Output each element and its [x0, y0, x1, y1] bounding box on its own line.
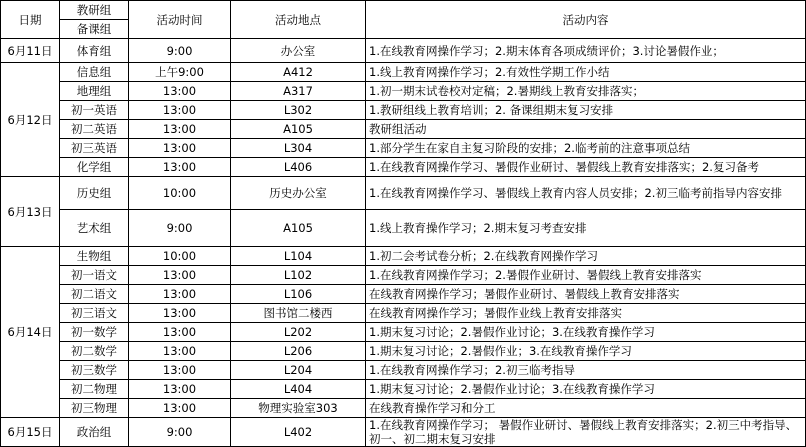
table-row	[1, 158, 806, 177]
header-place: 活动地点	[231, 1, 366, 39]
group-cell: 体育组	[60, 39, 129, 63]
time-cell: 10:00	[129, 247, 231, 266]
time-cell: 13:00	[129, 361, 231, 380]
time-cell: 13:00	[129, 323, 231, 342]
place-cell: A105	[231, 120, 366, 139]
time-cell: 13:00	[129, 285, 231, 304]
table-row	[1, 247, 806, 266]
header-time: 活动时间	[129, 1, 231, 39]
content-cell: 1.期末复习讨论；2.暑假作业；3.在线教育操作学习	[366, 342, 806, 361]
place-cell: L406	[231, 158, 366, 177]
table-row	[1, 380, 806, 399]
content-cell: 1.在线教育网操作学习、暑假线上教育内容人员安排；2.初三临考前指导内容安排	[366, 177, 806, 210]
time-cell: 9:00	[129, 210, 231, 247]
place-cell: A412	[231, 63, 366, 82]
content-cell: 1.线上教育网操作学习；2.有效性学期工作小结	[366, 63, 806, 82]
group-cell: 初二数学	[60, 342, 129, 361]
group-cell: 初三数学	[60, 361, 129, 380]
table-row	[1, 120, 806, 139]
content-cell: 1.在线教育网操作学习；2.暑假作业研讨、暑假线上教育安排落实	[366, 266, 806, 285]
table-row	[1, 361, 806, 380]
group-cell: 初三语文	[60, 304, 129, 323]
content-cell: 1.在线教育网操作学习；2.期末体育各项成绩评价；3.讨论暑假作业；	[366, 39, 806, 63]
group-cell: 地理组	[60, 82, 129, 101]
header-content: 活动内容	[366, 1, 806, 39]
content-cell: 1.在线教育网操作学习；2.初三临考指导	[366, 361, 806, 380]
content-cell: 在线教育网操作学习；暑假作业线上教育安排落实	[366, 304, 806, 323]
group-cell: 艺术组	[60, 210, 129, 247]
table-row	[1, 399, 806, 418]
table-row	[1, 210, 806, 247]
table-row	[1, 63, 806, 82]
place-cell: L304	[231, 139, 366, 158]
time-cell: 10:00	[129, 177, 231, 210]
date-cell: 6月12日	[1, 63, 60, 177]
content-cell: 1.初二会考试卷分析；2.在线教育网操作学习	[366, 247, 806, 266]
place-cell: A317	[231, 82, 366, 101]
time-cell: 13:00	[129, 342, 231, 361]
content-cell: 1.线上教育操作学习；2.期末复习考查安排	[366, 210, 806, 247]
place-cell: L206	[231, 342, 366, 361]
table-row	[1, 177, 806, 210]
group-cell: 初二语文	[60, 285, 129, 304]
table-row	[1, 139, 806, 158]
place-cell: L402	[231, 418, 366, 447]
content-cell: 1.期末复习讨论；2.暑假作业讨论；3.在线教育操作学习	[366, 380, 806, 399]
place-cell: 图书馆二楼西	[231, 304, 366, 323]
table-row	[1, 342, 806, 361]
time-cell: 13:00	[129, 266, 231, 285]
time-cell: 9:00	[129, 39, 231, 63]
content-cell: 1.在线教育网操作学习、暑假作业研讨、暑假线上教育安排落实；2.复习备考	[366, 158, 806, 177]
table-row	[1, 101, 806, 120]
date-cell: 6月11日	[1, 39, 60, 63]
time-cell: 9:00	[129, 418, 231, 447]
header-group-top: 教研组	[60, 1, 129, 20]
place-cell: L202	[231, 323, 366, 342]
group-cell: 历史组	[60, 177, 129, 210]
date-cell: 6月15日	[1, 418, 60, 447]
time-cell: 13:00	[129, 380, 231, 399]
table-row	[1, 39, 806, 63]
header-group-bottom: 备课组	[60, 20, 129, 39]
place-cell: A105	[231, 210, 366, 247]
place-cell: 物理实验室303	[231, 399, 366, 418]
time-cell: 13:00	[129, 304, 231, 323]
table-row	[1, 285, 806, 304]
place-cell: L102	[231, 266, 366, 285]
group-cell: 初二英语	[60, 120, 129, 139]
table-row	[1, 82, 806, 101]
group-cell: 初三英语	[60, 139, 129, 158]
content-cell: 教研组活动	[366, 120, 806, 139]
group-cell: 生物组	[60, 247, 129, 266]
content-cell: 在线教育操作学习和分工	[366, 399, 806, 418]
place-cell: L106	[231, 285, 366, 304]
place-cell: L302	[231, 101, 366, 120]
group-cell: 化学组	[60, 158, 129, 177]
header-row	[1, 1, 806, 20]
time-cell: 13:00	[129, 82, 231, 101]
place-cell: L104	[231, 247, 366, 266]
time-cell: 13:00	[129, 120, 231, 139]
time-cell: 13:00	[129, 101, 231, 120]
content-cell: 1.在线教育网操作学习； 暑假作业研讨、暑假线上教育安排落实；2.初三中考指导、初一、初二期末复习安排	[366, 418, 806, 447]
header-date: 日期	[1, 1, 60, 39]
group-cell: 初一语文	[60, 266, 129, 285]
time-cell: 上午9:00	[129, 63, 231, 82]
table-row	[1, 304, 806, 323]
content-cell: 1.教研组线上教育培训；2. 备课组期末复习安排	[366, 101, 806, 120]
group-cell: 政治组	[60, 418, 129, 447]
date-cell: 6月13日	[1, 177, 60, 247]
content-cell: 1.初一期末试卷校对定稿；2.暑期线上教育安排落实；	[366, 82, 806, 101]
table-row	[1, 323, 806, 342]
content-cell: 1.部分学生在家自主复习阶段的安排；2.临考前的注意事项总结	[366, 139, 806, 158]
table-row	[1, 266, 806, 285]
table-row	[1, 418, 806, 447]
time-cell: 13:00	[129, 139, 231, 158]
time-cell: 13:00	[129, 158, 231, 177]
group-cell: 初三物理	[60, 399, 129, 418]
place-cell: 历史办公室	[231, 177, 366, 210]
group-cell: 初二物理	[60, 380, 129, 399]
group-cell: 初一数学	[60, 323, 129, 342]
group-cell: 信息组	[60, 63, 129, 82]
content-cell: 1.期末复习讨论；2.暑假作业讨论；3.在线教育操作学习	[366, 323, 806, 342]
date-cell: 6月14日	[1, 247, 60, 418]
place-cell: L404	[231, 380, 366, 399]
group-cell: 初一英语	[60, 101, 129, 120]
place-cell: L204	[231, 361, 366, 380]
content-cell: 在线教育网操作学习；暑假作业研讨、暑假线上教育安排落实	[366, 285, 806, 304]
time-cell: 13:00	[129, 399, 231, 418]
place-cell: 办公室	[231, 39, 366, 63]
